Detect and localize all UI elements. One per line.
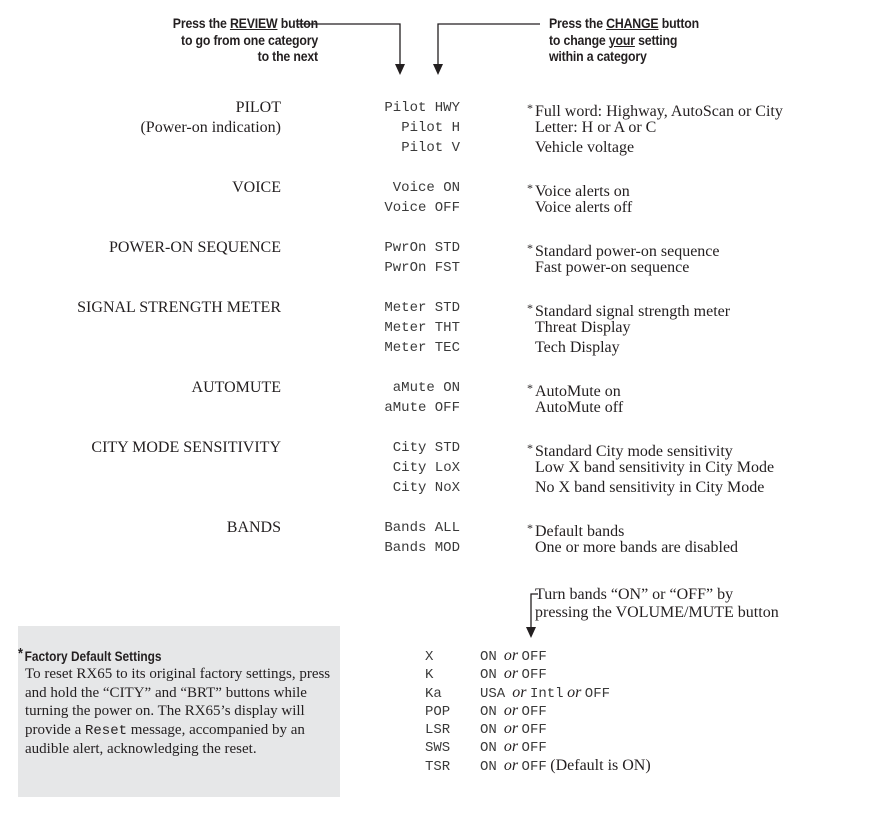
display-readout: [330, 518, 460, 558]
default-marker: *: [527, 381, 533, 395]
setting-descriptions: [527, 378, 623, 418]
category-label: POWER-ON SEQUENCE: [109, 239, 281, 256]
category-label: SIGNAL STRENGTH METER: [77, 299, 281, 316]
factory-defaults-text: To reset RX65 to its original factory settings, press and hold the “CITY” and “BRT” buttons while turning the power on. The RX65’s display will provide a Reset message, accompanied by an audible alert, acknowledging the reset.: [25, 666, 331, 757]
setting-descriptions: [527, 438, 774, 498]
display-readout: [330, 298, 460, 358]
setting-description: Letter: H or A or C: [535, 119, 657, 136]
setting-description: * Standard power-on sequence: [527, 238, 720, 258]
category-label: VOICE: [232, 179, 281, 196]
display-text: Voice ON: [392, 180, 460, 196]
display-text: Pilot V: [401, 140, 460, 156]
setting-description: * AutoMute on: [527, 378, 623, 398]
setting-descriptions: [527, 238, 720, 278]
category-label: CITY MODE SENSITIVITY: [91, 439, 281, 456]
setting-descriptions: [527, 98, 783, 158]
setting-description: * Full word: Highway, AutoScan or City: [527, 98, 783, 118]
display-text: Pilot H: [401, 120, 460, 136]
band-row: TSR ON or OFF (Default is ON): [425, 756, 651, 775]
display-readout: [330, 438, 460, 498]
change-instruction: Press the CHANGE button to change your setting within a category: [549, 15, 699, 64]
setting-description: No X band sensitivity in City Mode: [535, 479, 765, 496]
setting-description: * Standard City mode sensitivity: [527, 438, 774, 458]
default-marker: *: [527, 181, 533, 195]
band-row: SWS ON or OFF: [425, 738, 547, 757]
display-text: Bands MOD: [384, 540, 460, 556]
display-text: Voice OFF: [384, 200, 460, 216]
setting-description: Tech Display: [535, 339, 620, 356]
category-label: BANDS: [226, 519, 281, 536]
display-readout: [330, 98, 460, 158]
display-text: City LoX: [392, 460, 460, 476]
display-text: Meter TEC: [384, 340, 460, 356]
band-row: POP ON or OFF: [425, 701, 547, 720]
setting-description: Threat Display: [535, 319, 631, 336]
band-row: LSR ON or OFF: [425, 720, 547, 739]
setting-description: Fast power-on sequence: [535, 259, 690, 276]
setting-description: One or more bands are disabled: [535, 539, 739, 556]
factory-defaults-title: * Factory Default Settings: [18, 645, 162, 664]
display-readout: [330, 378, 460, 418]
display-text: City NoX: [392, 480, 460, 496]
review-instruction: Press the REVIEW button to go from one category to the next: [172, 15, 318, 64]
setting-descriptions: [527, 178, 632, 218]
default-marker: *: [527, 441, 533, 455]
setting-description: Voice alerts off: [535, 199, 633, 216]
setting-description: * Voice alerts on: [527, 178, 632, 198]
display-text: Pilot HWY: [384, 100, 460, 116]
bands-toggle-note: Turn bands “ON” or “OFF” by pressing the VOLUME/MUTE button: [535, 586, 779, 621]
setting-description: * Standard signal strength meter: [527, 298, 730, 318]
default-marker: *: [527, 241, 533, 255]
band-row: Ka USA or Intl or OFF: [425, 683, 611, 702]
display-text: City STD: [392, 440, 460, 456]
display-text: Meter STD: [384, 300, 460, 316]
display-text: aMute OFF: [384, 400, 460, 416]
display-text: aMute ON: [392, 380, 460, 396]
band-row: K ON or OFF: [425, 665, 547, 684]
display-readout: [330, 178, 460, 218]
setting-description: Low X band sensitivity in City Mode: [535, 459, 775, 476]
review-arrow-icon: [298, 24, 400, 68]
default-marker: *: [527, 301, 533, 315]
setting-description: Vehicle voltage: [535, 139, 635, 156]
setting-description: * Default bands: [527, 518, 738, 538]
setting-descriptions: [527, 298, 730, 358]
display-text: Bands ALL: [384, 520, 460, 536]
display-readout: [330, 238, 460, 278]
category-label: PILOT (Power-on indication): [140, 99, 281, 136]
band-row: X ON or OFF: [425, 647, 547, 665]
display-text: PwrOn FST: [384, 260, 460, 276]
setting-description: AutoMute off: [535, 399, 624, 416]
display-text: PwrOn STD: [384, 240, 460, 256]
category-label: AUTOMUTE: [191, 379, 281, 396]
change-arrow-icon: [438, 24, 540, 68]
default-marker: *: [527, 101, 533, 115]
bands-table: [425, 647, 651, 775]
default-marker: *: [527, 521, 533, 535]
setting-descriptions: [527, 518, 738, 558]
display-text: Meter THT: [384, 320, 460, 336]
